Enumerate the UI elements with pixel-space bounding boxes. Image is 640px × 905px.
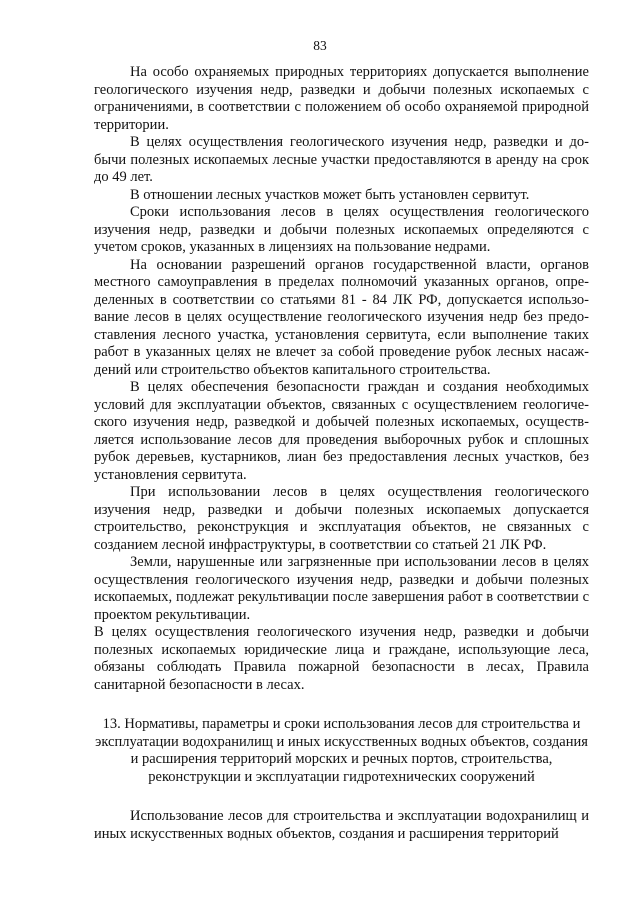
- paragraph: В целях осуществления геологического изучения недр, разведки и добычи полезных ископаемых юридические лица и граждане, использующие леса, обязаны соблюдать Правила пожарной безопасности в лесах, Правила санитарной безопасности в лесах.: [94, 624, 589, 693]
- page-number: 83: [313, 38, 327, 53]
- paragraph: Использование лесов для строительства и эксплуатации водохранилищ и иных искусственных водных объектов, создания и расширения территорий: [94, 808, 589, 842]
- paragraph: Земли, нарушенные или загрязненные при использовании лесов в целях осуществления геологического изучения недр, разведки и добычи полезных ископаемых, подлежат рекультивации после завершения работ в соответствии с проектом рекультивации.: [94, 554, 589, 623]
- page-body: [94, 64, 589, 843]
- paragraph: В целях обеспечения безопасности граждан и создания необходимых условий для эксплуатации объектов, связанных с осуществлением геологического изучения недр, разведкой и добычей полезных ископаемых, осуществляется использование лесов для проведения выборочных рубок и сплошных рубок деревьев, кустарников, лиан без предоставления лесных участков, без установления сервитута.: [94, 379, 589, 483]
- spacer: [94, 786, 589, 808]
- paragraph: На основании разрешений органов государственной власти, органов местного самоуправления в пределах полномочий указанных органов, определенных в соответствии со статьями 81 - 84 ЛК РФ, допускается использование лесов в целях осуществление геологического изучения недр без предоставления лесного участка, установления сервитута, если выполнение таких работ в указанных целях не влечет за собой проведение рубок лесных насаждений или строительство объектов капитального строительства.: [94, 256, 589, 378]
- paragraph: При использовании лесов в целях осуществления геологического изучения недр, разведки и добычи полезных ископаемых допускается строительство, реконструкция и эксплуатация объектов, не связанных с созданием лесной инфраструктуры, в соответствии со статьей 21 ЛК РФ.: [94, 484, 589, 553]
- paragraph: Сроки использования лесов в целях осуществления геологического изучения недр, разведки и добычи полезных ископаемых определяются с учетом сроков, указанных в лицензиях на пользование недрами.: [94, 204, 589, 255]
- paragraph: В целях осуществления геологического изучения недр, разведки и добычи полезных ископаемых лесные участки предоставляются в аренду на срок до 49 лет.: [94, 134, 589, 185]
- paragraph: На особо охраняемых природных территориях допускается выполнение геологического изучения недр, разведки и добычи полезных ископаемых с ограничениями, в соответствии с положением об особо охраняемой природной территории.: [94, 64, 589, 133]
- paragraph: В отношении лесных участков может быть установлен сервитут.: [130, 186, 530, 203]
- section-heading: 13. Нормативы, параметры и сроки использования лесов для строительства и эксплуатации водохранилищ и иных искусственных водных объектов, создания и расширения территорий морских и речных портов, строительства, реконструкции и эксплуатации гидротехнических сооружений: [95, 716, 588, 785]
